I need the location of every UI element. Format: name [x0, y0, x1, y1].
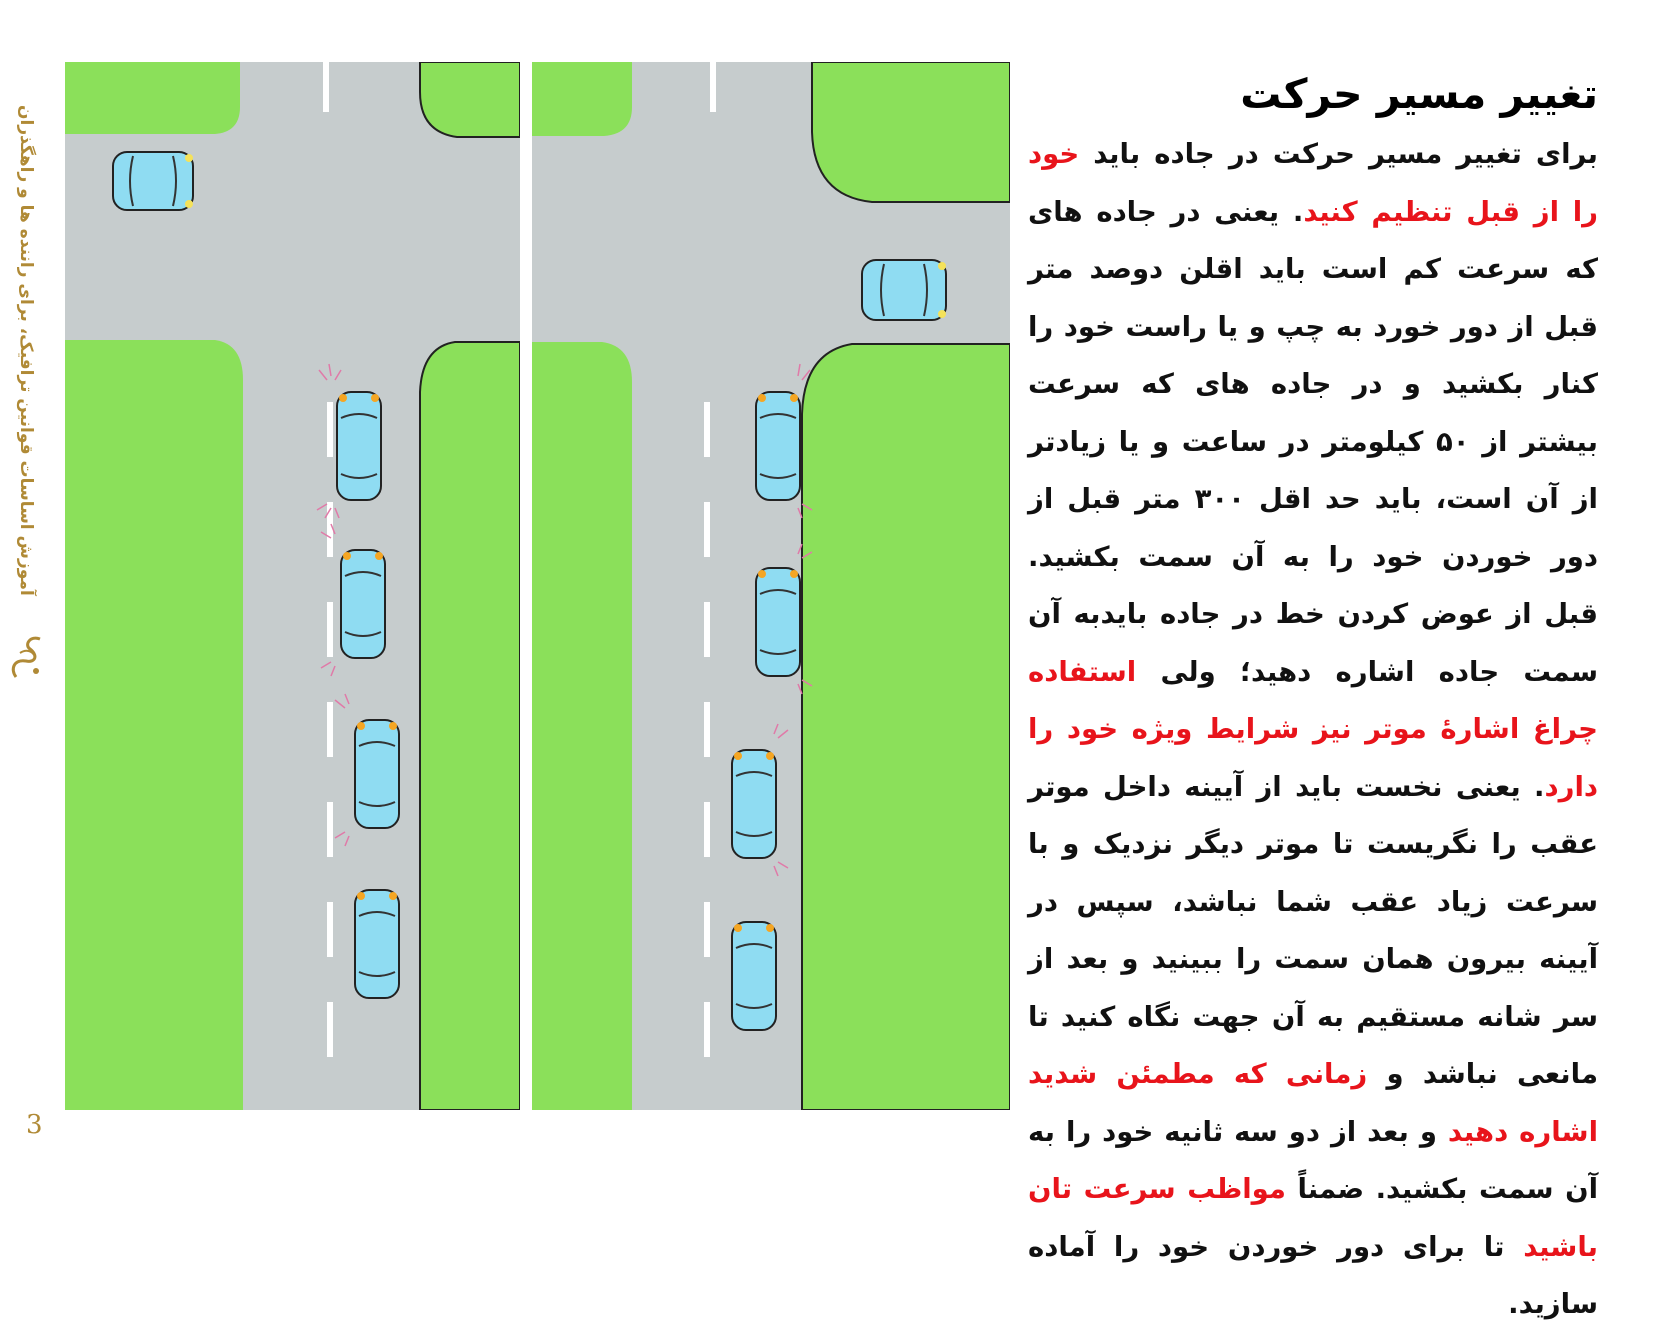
car-queue-3 [355, 720, 399, 828]
text-segment: . یعنی نخست باید از آیینه داخل موتر عقب را نگریست تا موتر دیگر نزدیک و با سرعت زیاد عقب شما نباشد، سپس در آیینه بیرون همان سمت را ببینید و بعد از سر شانه مستقیم به آن جهت نگاه کنید تا مانعی نباشد و [1028, 770, 1598, 1090]
text-segment: و بعد از دو سه ثانیه خود را به آن سمت بکشید. ضمناً [1028, 1115, 1598, 1205]
car-queue-1 [756, 392, 800, 500]
car-turning [862, 260, 946, 320]
publisher-logo [8, 625, 48, 683]
car-queue-2 [756, 568, 800, 676]
book-series-caption: آموزش اساسات قوانین ترافیک، برای راننده ها و راهگذران [16, 105, 36, 596]
car-queue-1 [337, 392, 381, 500]
illustration-intersection [65, 62, 520, 1110]
page-title: تغییر مسیر حرکت [1240, 70, 1598, 118]
highlighted-text: مواظب سرعت تان باشید [1028, 1173, 1598, 1263]
car-queue-3 [732, 750, 776, 858]
car-crossing [113, 152, 193, 210]
car-queue-4 [355, 890, 399, 998]
illustration-t-junction [532, 62, 1010, 1110]
highlighted-text: استفاده چراغ اشارۀ موتر نیز شرایط ویژه خود را دارد [1028, 655, 1598, 803]
highlighted-text: خود را از قبل تنظیم کنید [1028, 138, 1598, 228]
text-segment: . یعنی در جاده های که سرعت کم است باید اقلن دوصد متر قبل از دور خورد به چپ و یا راست خود را کنار بکشید و در جاده های که سرعت بیشتر از ۵۰ کیلومتر در ساعت و یا زیادتر از آن است، باید حد اقل ۳۰۰ متر قبل از دور خوردن خود را به آن سمت بکشید. قبل از عوض کردن خط در جاده بایدبه آن سمت جاده اشاره دهید؛ ولی [1028, 195, 1598, 688]
text-segment: برای تغییر مسیر حرکت در جاده باید [1079, 138, 1598, 170]
highlighted-text: زمانی که مطمئن شدید اشاره دهید [1028, 1058, 1598, 1148]
article [1028, 62, 1598, 1334]
body-paragraph [1028, 126, 1598, 1334]
car-queue-4 [732, 922, 776, 1030]
page-number: 3 [26, 1110, 43, 1140]
car-queue-2 [341, 550, 385, 658]
text-segment: تا برای دور خوردن خود را آماده سازید. [1028, 1230, 1598, 1320]
